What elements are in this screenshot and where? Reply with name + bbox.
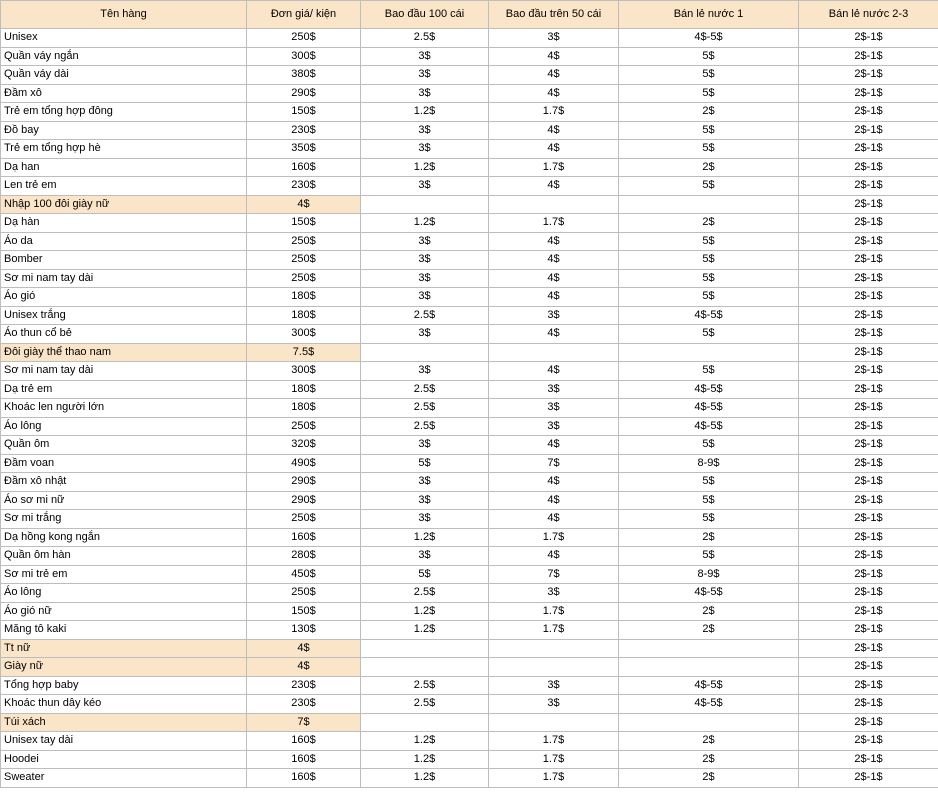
cell-product-name: Măng tô kaki [1,621,247,640]
cell-retail-2-3: 2$-1$ [799,66,938,85]
cell-product-name: Quần váy dài [1,66,247,85]
cell-unit-price: 180$ [247,399,361,418]
cell-unit-price: 7$ [247,713,361,732]
cell-unit-price: 150$ [247,602,361,621]
cell-retail-2-3: 2$-1$ [799,362,938,381]
cell-product-name: Dạ hồng kong ngắn [1,528,247,547]
cell-unit-price: 7.5$ [247,343,361,362]
cell-retail-1: 2$ [619,602,799,621]
table-row [1,750,938,769]
cell-retail-1 [619,195,799,214]
cell-retail-2-3: 2$-1$ [799,380,938,399]
table-row [1,695,938,714]
cell-bulk-100: 3$ [361,547,489,566]
table-row [1,232,938,251]
section-row [1,343,938,362]
cell-retail-2-3: 2$-1$ [799,602,938,621]
cell-bulk-100: 1.2$ [361,214,489,233]
section-row [1,713,938,732]
cell-unit-price: 4$ [247,639,361,658]
table-row [1,454,938,473]
table-body [1,29,938,788]
cell-unit-price: 160$ [247,158,361,177]
table-row [1,84,938,103]
cell-unit-price: 280$ [247,547,361,566]
cell-unit-price: 300$ [247,47,361,66]
cell-retail-2-3: 2$-1$ [799,251,938,270]
cell-unit-price: 290$ [247,491,361,510]
cell-bulk-50: 3$ [489,676,619,695]
cell-retail-2-3: 2$-1$ [799,732,938,751]
cell-retail-2-3: 2$-1$ [799,639,938,658]
cell-bulk-100: 3$ [361,269,489,288]
cell-product-name: Tt nữ [1,639,247,658]
cell-product-name: Đồ bay [1,121,247,140]
cell-bulk-100: 2.5$ [361,380,489,399]
cell-bulk-100: 3$ [361,251,489,270]
cell-bulk-50: 1.7$ [489,103,619,122]
cell-bulk-50: 1.7$ [489,621,619,640]
cell-product-name: Quần ôm [1,436,247,455]
cell-product-name: Bomber [1,251,247,270]
cell-product-name: Len trẻ em [1,177,247,196]
cell-bulk-50: 3$ [489,306,619,325]
table-row [1,47,938,66]
table-row [1,158,938,177]
cell-retail-2-3: 2$-1$ [799,584,938,603]
cell-retail-2-3: 2$-1$ [799,658,938,677]
cell-retail-2-3: 2$-1$ [799,713,938,732]
cell-unit-price: 160$ [247,732,361,751]
cell-retail-1: 5$ [619,232,799,251]
cell-unit-price: 450$ [247,565,361,584]
cell-bulk-100: 1.2$ [361,602,489,621]
cell-retail-2-3: 2$-1$ [799,214,938,233]
cell-retail-1: 5$ [619,491,799,510]
cell-retail-2-3: 2$-1$ [799,769,938,788]
cell-bulk-100: 3$ [361,510,489,529]
cell-retail-1: 5$ [619,251,799,270]
cell-bulk-100: 1.2$ [361,769,489,788]
cell-product-name: Đầm xô [1,84,247,103]
cell-retail-1: 2$ [619,732,799,751]
cell-bulk-100: 3$ [361,436,489,455]
cell-retail-1: 5$ [619,362,799,381]
cell-retail-1: 2$ [619,621,799,640]
cell-retail-1: 5$ [619,325,799,344]
cell-retail-1: 2$ [619,769,799,788]
cell-bulk-50: 1.7$ [489,214,619,233]
cell-product-name: Dạ hàn [1,214,247,233]
cell-retail-2-3: 2$-1$ [799,417,938,436]
cell-retail-1: 4$-5$ [619,676,799,695]
cell-product-name: Đôi giày thể thao nam [1,343,247,362]
cell-retail-2-3: 2$-1$ [799,491,938,510]
cell-bulk-100: 1.2$ [361,103,489,122]
cell-bulk-100 [361,343,489,362]
cell-retail-1: 2$ [619,214,799,233]
cell-bulk-50: 7$ [489,454,619,473]
cell-product-name: Đầm xô nhật [1,473,247,492]
cell-unit-price: 250$ [247,269,361,288]
cell-bulk-100: 3$ [361,362,489,381]
cell-bulk-100 [361,713,489,732]
table-row [1,436,938,455]
cell-bulk-100: 3$ [361,232,489,251]
cell-retail-1: 5$ [619,177,799,196]
cell-bulk-100: 1.2$ [361,528,489,547]
cell-product-name: Áo da [1,232,247,251]
cell-bulk-100 [361,639,489,658]
cell-bulk-100: 3$ [361,325,489,344]
cell-product-name: Túi xách [1,713,247,732]
cell-unit-price: 250$ [247,510,361,529]
header-bulk-50: Bao đầu trên 50 cái [489,1,619,29]
cell-bulk-50: 1.7$ [489,158,619,177]
cell-retail-1: 4$-5$ [619,306,799,325]
cell-retail-2-3: 2$-1$ [799,399,938,418]
cell-product-name: Unisex [1,29,247,48]
cell-unit-price: 250$ [247,417,361,436]
cell-bulk-50: 3$ [489,695,619,714]
cell-retail-2-3: 2$-1$ [799,269,938,288]
cell-bulk-100: 3$ [361,177,489,196]
cell-unit-price: 4$ [247,658,361,677]
cell-bulk-50: 1.7$ [489,602,619,621]
cell-bulk-50: 4$ [489,362,619,381]
cell-retail-2-3: 2$-1$ [799,436,938,455]
cell-unit-price: 250$ [247,251,361,270]
cell-unit-price: 250$ [247,29,361,48]
table-row [1,121,938,140]
cell-bulk-50 [489,713,619,732]
cell-retail-1: 5$ [619,66,799,85]
cell-product-name: Quần váy ngắn [1,47,247,66]
cell-bulk-50: 3$ [489,29,619,48]
table-row [1,584,938,603]
cell-unit-price: 350$ [247,140,361,159]
cell-retail-1 [619,639,799,658]
cell-retail-1: 5$ [619,288,799,307]
cell-retail-1: 2$ [619,528,799,547]
cell-unit-price: 230$ [247,676,361,695]
cell-bulk-50: 4$ [489,510,619,529]
cell-product-name: Áo thun cổ bẻ [1,325,247,344]
cell-unit-price: 250$ [247,232,361,251]
cell-product-name: Áo gió [1,288,247,307]
cell-bulk-50: 4$ [489,232,619,251]
cell-bulk-100: 2.5$ [361,29,489,48]
cell-bulk-50: 4$ [489,84,619,103]
section-row [1,658,938,677]
cell-unit-price: 130$ [247,621,361,640]
cell-bulk-50 [489,195,619,214]
table-row [1,547,938,566]
cell-bulk-50: 3$ [489,417,619,436]
table-row [1,66,938,85]
cell-retail-2-3: 2$-1$ [799,84,938,103]
cell-retail-1: 5$ [619,84,799,103]
cell-bulk-100: 1.2$ [361,158,489,177]
table-row [1,676,938,695]
header-unit-price: Đơn giá/ kiện [247,1,361,29]
cell-bulk-100: 3$ [361,47,489,66]
cell-bulk-100: 1.2$ [361,732,489,751]
header-retail-2-3: Bán lẻ nước 2-3 [799,1,938,29]
cell-bulk-100: 3$ [361,66,489,85]
cell-retail-1 [619,713,799,732]
table-row [1,417,938,436]
cell-product-name: Áo lông [1,584,247,603]
cell-bulk-100: 2.5$ [361,417,489,436]
cell-unit-price: 230$ [247,695,361,714]
cell-unit-price: 160$ [247,769,361,788]
cell-bulk-50: 1.7$ [489,732,619,751]
cell-bulk-100: 2.5$ [361,676,489,695]
cell-bulk-100: 3$ [361,288,489,307]
cell-retail-2-3: 2$-1$ [799,121,938,140]
cell-bulk-50: 1.7$ [489,528,619,547]
table-row [1,251,938,270]
table-row [1,269,938,288]
cell-retail-2-3: 2$-1$ [799,547,938,566]
cell-bulk-100: 2.5$ [361,584,489,603]
table-row [1,565,938,584]
cell-bulk-50 [489,658,619,677]
cell-product-name: Sweater [1,769,247,788]
cell-unit-price: 300$ [247,362,361,381]
cell-retail-1: 4$-5$ [619,29,799,48]
cell-unit-price: 160$ [247,528,361,547]
cell-retail-2-3: 2$-1$ [799,343,938,362]
cell-bulk-50 [489,639,619,658]
cell-retail-2-3: 2$-1$ [799,528,938,547]
cell-product-name: Unisex tay dài [1,732,247,751]
cell-product-name: Khoác thun dây kéo [1,695,247,714]
cell-retail-1 [619,343,799,362]
cell-product-name: Áo gió nữ [1,602,247,621]
cell-retail-1: 4$-5$ [619,417,799,436]
cell-retail-1: 5$ [619,436,799,455]
cell-bulk-50: 3$ [489,584,619,603]
cell-bulk-100 [361,195,489,214]
table-row [1,288,938,307]
cell-unit-price: 250$ [247,584,361,603]
table-row [1,380,938,399]
table-row [1,491,938,510]
cell-retail-1: 5$ [619,47,799,66]
cell-unit-price: 300$ [247,325,361,344]
cell-bulk-100: 5$ [361,565,489,584]
table-row [1,306,938,325]
header-product-name: Tên hàng [1,1,247,29]
table-row [1,214,938,233]
table-row [1,473,938,492]
cell-retail-2-3: 2$-1$ [799,103,938,122]
cell-unit-price: 380$ [247,66,361,85]
cell-unit-price: 490$ [247,454,361,473]
cell-unit-price: 320$ [247,436,361,455]
table-row [1,602,938,621]
table-row [1,528,938,547]
cell-product-name: Đầm voan [1,454,247,473]
cell-product-name: Sơ mi nam tay dài [1,362,247,381]
cell-unit-price: 150$ [247,214,361,233]
cell-bulk-50: 4$ [489,140,619,159]
cell-bulk-50: 1.7$ [489,750,619,769]
cell-product-name: Quần ôm hàn [1,547,247,566]
cell-bulk-50: 4$ [489,66,619,85]
cell-bulk-50: 4$ [489,177,619,196]
cell-unit-price: 180$ [247,380,361,399]
cell-bulk-50: 4$ [489,325,619,344]
cell-retail-2-3: 2$-1$ [799,232,938,251]
cell-unit-price: 4$ [247,195,361,214]
header-row [1,1,938,29]
cell-retail-1: 2$ [619,750,799,769]
cell-product-name: Áo sơ mi nữ [1,491,247,510]
cell-unit-price: 180$ [247,306,361,325]
cell-retail-2-3: 2$-1$ [799,195,938,214]
cell-bulk-100: 3$ [361,491,489,510]
cell-product-name: Unisex trắng [1,306,247,325]
cell-bulk-100: 3$ [361,140,489,159]
cell-bulk-100: 2.5$ [361,399,489,418]
cell-retail-1: 5$ [619,547,799,566]
cell-product-name: Sơ mi trắng [1,510,247,529]
cell-bulk-100: 2.5$ [361,695,489,714]
cell-retail-2-3: 2$-1$ [799,288,938,307]
cell-bulk-50: 4$ [489,121,619,140]
cell-bulk-50 [489,343,619,362]
cell-bulk-100: 3$ [361,473,489,492]
cell-retail-2-3: 2$-1$ [799,473,938,492]
table-row [1,510,938,529]
cell-bulk-100 [361,658,489,677]
cell-bulk-50: 4$ [489,436,619,455]
cell-retail-1: 4$-5$ [619,380,799,399]
cell-retail-2-3: 2$-1$ [799,676,938,695]
cell-retail-2-3: 2$-1$ [799,47,938,66]
cell-bulk-100: 1.2$ [361,621,489,640]
cell-bulk-50: 4$ [489,547,619,566]
cell-bulk-100: 2.5$ [361,306,489,325]
cell-product-name: Dạ han [1,158,247,177]
cell-retail-1: 5$ [619,269,799,288]
cell-retail-2-3: 2$-1$ [799,621,938,640]
cell-product-name: Hoodei [1,750,247,769]
cell-bulk-50: 4$ [489,288,619,307]
cell-retail-1: 4$-5$ [619,584,799,603]
cell-product-name: Dạ trẻ em [1,380,247,399]
cell-retail-2-3: 2$-1$ [799,325,938,344]
cell-retail-1: 5$ [619,140,799,159]
table-row [1,621,938,640]
cell-product-name: Tổng hợp baby [1,676,247,695]
cell-retail-2-3: 2$-1$ [799,177,938,196]
cell-retail-2-3: 2$-1$ [799,565,938,584]
cell-retail-1: 5$ [619,510,799,529]
cell-unit-price: 160$ [247,750,361,769]
cell-product-name: Khoác len người lớn [1,399,247,418]
table-row [1,103,938,122]
cell-retail-1: 8-9$ [619,454,799,473]
table-row [1,29,938,48]
table-row [1,325,938,344]
header-bulk-100: Bao đầu 100 cái [361,1,489,29]
table-row [1,362,938,381]
cell-unit-price: 230$ [247,121,361,140]
cell-retail-1 [619,658,799,677]
cell-unit-price: 150$ [247,103,361,122]
table-row [1,732,938,751]
cell-bulk-100: 5$ [361,454,489,473]
cell-bulk-100: 3$ [361,121,489,140]
cell-bulk-50: 1.7$ [489,769,619,788]
cell-product-name: Sơ mi trẻ em [1,565,247,584]
cell-retail-2-3: 2$-1$ [799,695,938,714]
section-row [1,195,938,214]
cell-product-name: Sơ mi nam tay dài [1,269,247,288]
table-header [1,1,938,29]
cell-retail-1: 4$-5$ [619,399,799,418]
table-row [1,177,938,196]
cell-retail-2-3: 2$-1$ [799,510,938,529]
table-row [1,140,938,159]
cell-retail-2-3: 2$-1$ [799,158,938,177]
cell-bulk-50: 4$ [489,47,619,66]
cell-unit-price: 230$ [247,177,361,196]
cell-bulk-50: 4$ [489,269,619,288]
section-row [1,639,938,658]
cell-retail-2-3: 2$-1$ [799,29,938,48]
cell-bulk-100: 3$ [361,84,489,103]
cell-product-name: Nhập 100 đôi giày nữ [1,195,247,214]
cell-retail-2-3: 2$-1$ [799,454,938,473]
cell-product-name: Trẻ em tổng hợp đông [1,103,247,122]
cell-product-name: Trẻ em tổng hợp hè [1,140,247,159]
cell-retail-1: 2$ [619,158,799,177]
cell-bulk-100: 1.2$ [361,750,489,769]
cell-retail-2-3: 2$-1$ [799,306,938,325]
cell-retail-2-3: 2$-1$ [799,750,938,769]
cell-retail-1: 8-9$ [619,565,799,584]
table-row [1,769,938,788]
cell-retail-1: 5$ [619,121,799,140]
header-retail-1: Bán lẻ nước 1 [619,1,799,29]
table-row [1,399,938,418]
cell-unit-price: 180$ [247,288,361,307]
cell-retail-1: 5$ [619,473,799,492]
cell-retail-1: 2$ [619,103,799,122]
cell-unit-price: 290$ [247,473,361,492]
cell-product-name: Áo lông [1,417,247,436]
cell-bulk-50: 4$ [489,491,619,510]
cell-retail-2-3: 2$-1$ [799,140,938,159]
cell-product-name: Giày nữ [1,658,247,677]
cell-bulk-50: 4$ [489,473,619,492]
cell-bulk-50: 7$ [489,565,619,584]
cell-bulk-50: 3$ [489,380,619,399]
cell-bulk-50: 4$ [489,251,619,270]
cell-unit-price: 290$ [247,84,361,103]
cell-retail-1: 4$-5$ [619,695,799,714]
cell-bulk-50: 3$ [489,399,619,418]
